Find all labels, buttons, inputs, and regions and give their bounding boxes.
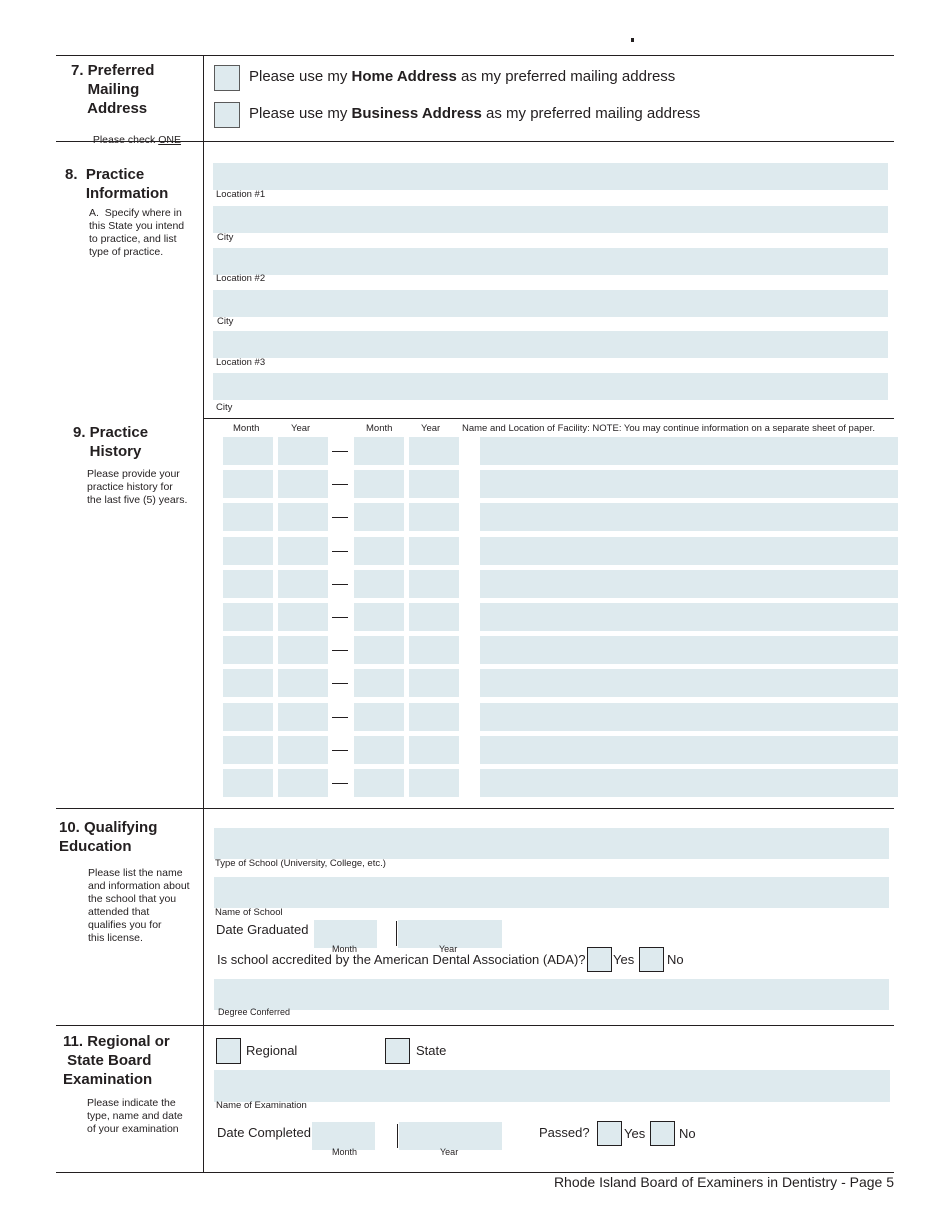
history-month-from-input[interactable] xyxy=(223,470,273,498)
history-year-from-input[interactable] xyxy=(278,736,328,764)
section-7-instruction: Please check ONE xyxy=(92,134,181,146)
history-month-to-input[interactable] xyxy=(354,470,404,498)
history-month-to-input[interactable] xyxy=(354,437,404,465)
history-year-from-input[interactable] xyxy=(278,603,328,631)
history-month-to-input[interactable] xyxy=(354,703,404,731)
history-month-to-input[interactable] xyxy=(354,736,404,764)
column-divider xyxy=(203,55,204,1172)
city-1-label: City xyxy=(217,232,234,243)
date-graduated-label: Date Graduated xyxy=(216,922,309,937)
location-1-input[interactable] xyxy=(213,163,888,190)
city-3-label: City xyxy=(216,402,233,413)
history-year-to-input[interactable] xyxy=(409,470,459,498)
section-11-description: Please indicate the type, name and date of your examination xyxy=(87,1097,183,1135)
history-facility-input[interactable] xyxy=(480,537,898,565)
history-facility-input[interactable] xyxy=(480,736,898,764)
exam-name-label: Name of Examination xyxy=(216,1100,307,1111)
exam-month-caption: Month xyxy=(332,1147,358,1157)
regional-exam-label: Regional xyxy=(246,1043,298,1058)
history-facility-input[interactable] xyxy=(480,503,898,531)
header-month-from: Month xyxy=(233,423,260,434)
section-9-description: Please provide your practice history for the last five (5) years. xyxy=(87,468,188,506)
history-month-from-input[interactable] xyxy=(223,603,273,631)
history-year-from-input[interactable] xyxy=(278,503,328,531)
history-date-range-dash xyxy=(332,484,348,485)
section-9-title: 9. Practice History xyxy=(73,424,149,460)
city-2-label: City xyxy=(217,316,234,327)
home-address-checkbox[interactable] xyxy=(214,65,240,91)
rule-top xyxy=(56,55,894,56)
history-month-to-input[interactable] xyxy=(354,503,404,531)
history-month-from-input[interactable] xyxy=(223,503,273,531)
ada-yes-checkbox[interactable] xyxy=(587,947,612,972)
section-10-description: Please list the name and information about the school that you attended that qualifies you for this license. xyxy=(88,867,190,944)
history-year-from-input[interactable] xyxy=(278,636,328,664)
history-month-to-input[interactable] xyxy=(354,669,404,697)
rule-after-9 xyxy=(56,808,894,809)
passed-no-checkbox[interactable] xyxy=(650,1121,675,1146)
rule-after-10 xyxy=(56,1025,894,1026)
exam-date-separator xyxy=(397,1124,398,1148)
history-month-from-input[interactable] xyxy=(223,669,273,697)
business-address-option-label: Please use my Business Address as my preferred mailing address xyxy=(249,105,701,122)
ada-accreditation-question: Is school accredited by the American Dental Association (ADA)? xyxy=(217,952,586,967)
history-date-range-dash xyxy=(332,750,348,751)
exam-name-input[interactable] xyxy=(214,1070,890,1102)
history-facility-input[interactable] xyxy=(480,703,898,731)
rule-bottom xyxy=(56,1172,894,1173)
graduation-month-caption: Month xyxy=(332,944,358,954)
school-name-input[interactable] xyxy=(214,877,889,908)
state-exam-checkbox[interactable] xyxy=(385,1038,410,1064)
history-month-to-input[interactable] xyxy=(354,636,404,664)
page-footer: Rhode Island Board of Examiners in Dentistry - Page 5 xyxy=(553,1174,894,1190)
passed-yes-checkbox[interactable] xyxy=(597,1121,622,1146)
history-year-to-input[interactable] xyxy=(409,537,459,565)
history-year-from-input[interactable] xyxy=(278,470,328,498)
degree-conferred-input[interactable] xyxy=(214,979,889,1010)
degree-conferred-label: Degree Conferred xyxy=(218,1007,291,1017)
school-name-label: Name of School xyxy=(215,907,283,918)
rule-after-8 xyxy=(203,418,894,419)
history-date-range-dash xyxy=(332,683,348,684)
exam-year-caption: Year xyxy=(440,1147,459,1157)
header-facility: Name and Location of Facility: NOTE: You may continue information on a separate sheet of paper. xyxy=(462,423,875,434)
city-1-input[interactable] xyxy=(213,206,888,233)
history-date-range-dash xyxy=(332,551,348,552)
history-date-range-dash xyxy=(332,617,348,618)
header-year-to: Year xyxy=(421,423,441,434)
history-date-range-dash xyxy=(332,717,348,718)
date-completed-label: Date Completed xyxy=(217,1125,311,1140)
history-year-to-input[interactable] xyxy=(409,736,459,764)
history-facility-input[interactable] xyxy=(480,769,898,797)
exam-year-input[interactable] xyxy=(399,1122,502,1150)
history-year-from-input[interactable] xyxy=(278,437,328,465)
history-facility-input[interactable] xyxy=(480,603,898,631)
location-3-input[interactable] xyxy=(213,331,888,358)
history-year-to-input[interactable] xyxy=(409,603,459,631)
history-date-range-dash xyxy=(332,783,348,784)
history-facility-input[interactable] xyxy=(480,470,898,498)
passed-yes-label: Yes xyxy=(624,1126,646,1141)
ada-no-label: No xyxy=(667,952,684,967)
history-year-to-input[interactable] xyxy=(409,570,459,598)
section-7-title: 7. Preferred Mailing Address xyxy=(71,62,155,117)
history-year-from-input[interactable] xyxy=(278,703,328,731)
history-date-range-dash xyxy=(332,517,348,518)
history-month-to-input[interactable] xyxy=(354,603,404,631)
location-2-input[interactable] xyxy=(213,248,888,275)
history-facility-input[interactable] xyxy=(480,636,898,664)
city-2-input[interactable] xyxy=(213,290,888,317)
history-month-from-input[interactable] xyxy=(223,537,273,565)
rule-after-7 xyxy=(56,141,894,142)
history-month-to-input[interactable] xyxy=(354,570,404,598)
ada-no-checkbox[interactable] xyxy=(639,947,664,972)
history-year-from-input[interactable] xyxy=(278,669,328,697)
history-facility-input[interactable] xyxy=(480,570,898,598)
history-year-from-input[interactable] xyxy=(278,570,328,598)
history-year-from-input[interactable] xyxy=(278,769,328,797)
school-type-label: Type of School (University, College, etc.) xyxy=(215,858,386,869)
history-month-from-input[interactable] xyxy=(223,769,273,797)
history-year-to-input[interactable] xyxy=(409,437,459,465)
instruction-emphasis: ONE xyxy=(158,134,181,146)
header-year-from: Year xyxy=(291,423,311,434)
history-month-from-input[interactable] xyxy=(223,636,273,664)
history-month-to-input[interactable] xyxy=(354,769,404,797)
history-date-range-dash xyxy=(332,451,348,452)
location-3-label: Location #3 xyxy=(216,357,266,368)
history-year-to-input[interactable] xyxy=(409,669,459,697)
exam-month-input[interactable] xyxy=(312,1122,375,1150)
history-date-range-dash xyxy=(332,650,348,651)
section-8-title: 8. Practice Information xyxy=(65,166,169,202)
history-facility-input[interactable] xyxy=(480,437,898,465)
history-month-to-input[interactable] xyxy=(354,537,404,565)
regional-exam-checkbox[interactable] xyxy=(216,1038,241,1064)
location-1-label: Location #1 xyxy=(216,189,266,200)
history-date-range-dash xyxy=(332,584,348,585)
top-mark xyxy=(631,38,634,42)
history-year-to-input[interactable] xyxy=(409,636,459,664)
history-month-from-input[interactable] xyxy=(223,570,273,598)
history-month-from-input[interactable] xyxy=(223,437,273,465)
passed-label: Passed? xyxy=(539,1125,590,1140)
section-10-title: 10. Qualifying Education xyxy=(59,819,158,855)
history-year-from-input[interactable] xyxy=(278,537,328,565)
history-month-from-input[interactable] xyxy=(223,736,273,764)
school-type-input[interactable] xyxy=(214,828,889,859)
history-year-to-input[interactable] xyxy=(409,769,459,797)
graduation-year-caption: Year xyxy=(439,944,458,954)
ada-yes-label: Yes xyxy=(613,952,635,967)
state-exam-label: State xyxy=(416,1043,447,1058)
business-address-checkbox[interactable] xyxy=(214,102,240,128)
home-address-option-label: Please use my Home Address as my preferred mailing address xyxy=(249,68,676,85)
history-month-from-input[interactable] xyxy=(223,703,273,731)
location-2-label: Location #2 xyxy=(216,273,266,284)
passed-no-label: No xyxy=(679,1126,696,1141)
section-11-title: 11. Regional or State Board Examination xyxy=(63,1033,170,1088)
graduation-date-separator xyxy=(396,921,397,946)
section-8-description: A. Specify where in this State you intend to practice, and list type of practice. xyxy=(89,207,185,258)
history-year-to-input[interactable] xyxy=(409,703,459,731)
city-3-input[interactable] xyxy=(213,373,888,400)
history-year-to-input[interactable] xyxy=(409,503,459,531)
header-month-to: Month xyxy=(366,423,393,434)
history-facility-input[interactable] xyxy=(480,669,898,697)
